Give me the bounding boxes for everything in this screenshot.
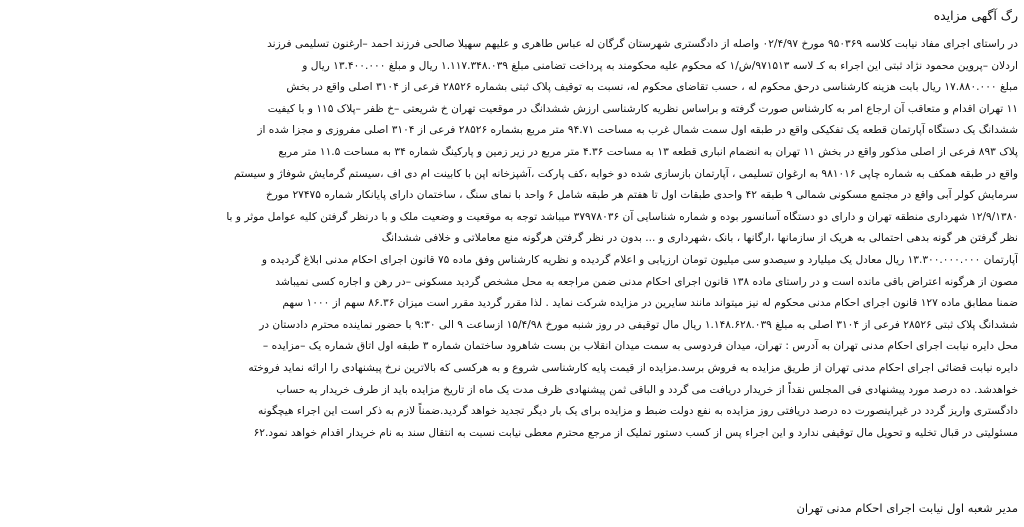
notice-line: ۱۱ تهران اقدام و متعاقب آن ارجاع امر به کارشناس صورت گرفته و براساس نظریه کارشناسی ارزش ششدانگ در موقعیت تهران خ شریعتی –خ ظفر –پلاک ۱۱۵ و با کیفیت <box>267 102 1018 115</box>
notice-line: ضمنا مطابق ماده ۱۲۷ قانون اجرای احکام مدنی محکوم له نیز میتواند مانند سایرین در مزایده شرکت نماید . لذا مقرر گردید مقرر است میزان ۸۶.۳۶ سهم از ۱۰۰۰ سهم <box>282 297 1018 310</box>
notice-line: اردلان –پروین محمود نژاد ثبتی این اجراء به کـ لاسه ۹۷۱۵۱۳/ش/۱ که محکوم علیه محکومند به پرداخت تضامنی مبلغ ۱.۱۱۷.۳۴۸.۰۳۹ ریال و مبلغ ۱۳.۴۰۰.۰۰۰ ریال و <box>302 59 1018 72</box>
notice-line: ششدانگ پلاک ثبتی ۲۸۵۲۶ فرعی از ۳۱۰۴ اصلی به مبلغ ۱.۱۴۸.۶۲۸.۰۳۹ ریال مال توقیفی در روز شنبه مورخ ۱۵/۴/۹۸ ازساعت ۹ الی ۹:۳۰ با حضور نماینده محترم دادستان در <box>259 318 1018 331</box>
notice-line: خواهدشد. ده درصد مورد پیشنهادی فی المجلس نقداً از خریدار دریافت می گردد و الباقی ثمن پیشنهادی ظرف مدت یک ماه از تاریخ مزایده باید از طرف خریدار به حساب <box>276 383 1018 396</box>
notice-body <box>6 34 1018 444</box>
notice-line: دادگستری واریز گردد در غیراینصورت ده درصد دریافتی روز مزایده به نفع دولت ضبط و مزایده برای یک بار دیگر تجدید خواهد گردید.ضمناً لازم به ذکر است این اجراء هیچگونه <box>257 405 1018 418</box>
notice-line: مبلغ ۱۷.۸۸۰.۰۰۰ ریال بابت هزینه کارشناسی درحق محکوم له ، حسب تقاضای محکوم له، نسبت به توقیف پلاک ثبتی بشماره ۲۸۵۲۶ فرعی از ۳۱۰۴ اصلی واقع در بخش <box>286 81 1018 94</box>
notice-line: دایره نیابت قضائی اجرای احکام مدنی تهران از طریق مزایده به فروش برسد.مزایده از قیمت پایه کارشناسی شروع و به هرکسی که بالاترین نرخ پیشنهادی را ارائه نماید فروخته <box>248 361 1018 374</box>
notice-line: در راستای اجرای مفاد نیابت کلاسه ۹۵۰۳۶۹ مورخ ۰۲/۴/۹۷ واصله از دادگستری شهرستان گرگان له عباس طاهری و علیهم سهیلا صالحی فرزند احمد –ارغنون تسلیمی فرزند <box>267 38 1018 50</box>
notice-line: نظر گرفتن هر گونه بدهی احتمالی به هریک از سازمانها ،ارگانها ، بانک ،شهرداری و ... بدون در نظر گرفتن هرگونه منع معاملاتی و خلافی ششدانگ <box>381 232 1018 245</box>
signature-line: مدیر شعبه اول نیابت اجرای احکام مدنی تهران <box>796 501 1018 515</box>
notice-line: واقع در طبقه همکف به شماره چاپی ۹۸۱۰۱۶ به ارغوان تسلیمی ، آپارتمان بازسازی شده دو خوابه ،کف پارکت ،آشپزخانه اپن با کابینت ام دی اف ،سیستم گرمایش شوفاژ و سیستم <box>234 167 1018 180</box>
notice-line: ششدانگ یک دستگاه آپارتمان قطعه یک تفکیکی واقع در طبقه اول سمت شمال غرب به مساحت ۹۴.۷۱ متر مربع بشماره ۲۸۵۲۶ فرعی از ۳۱۰۴ اصلی مفروزی و مجزا شده از <box>257 124 1018 137</box>
notice-title: رگ آگهی مزایده <box>933 8 1018 23</box>
notice-line: مسئولیتی در قبال تخلیه و تحویل مال توقیفی ندارد و این اجراء پس از کسب دستور تملیک از مرجع محترم معطی نیابت نسبت به انتقال سند به نام خریدار اقدام خواهد نمود.۶۲ <box>253 426 1018 439</box>
notice-line: ۱۲/۹/۱۳۸۰ شهرداری منطقه تهران و دارای دو دستگاه آسانسور بوده و شماره شناسایی آن ۳۷۹۷۸۰۳۶ میباشد توجه به موقعیت و وضعیت ملک و با درنظر گرفتن کلیه عوامل موثر و با <box>226 210 1018 223</box>
notice-line: محل دایره نیابت اجرای احکام مدنی تهران به آدرس : تهران، میدان فردوسی به سمت میدان انقلاب بن بست شاهرود ساختمان شماره ۳ طبقه اول اتاق شماره یک –مزایده – <box>262 340 1018 353</box>
notice-line: پلاک ۸۹۳ فرعی از اصلی مذکور واقع در بخش ۱۱ تهران به انضمام انباری قطعه ۱۳ به مساحت ۴.۳۶ متر مربع در زیر زمین و پارکینگ شماره ۳۴ به مساحت ۱۱.۵ متر مربع <box>278 145 1018 158</box>
notice-line: سرمایش کولر آبی واقع در مجتمع مسکونی شمالی ۹ طبقه ۴۲ واحدی طبقات اول تا هفتم هر طبقه شامل ۶ واحد با نمای سنگ ، ساختمان دارای پایانکار شماره ۲۷۴۷۵ مورخ <box>265 189 1018 202</box>
notice-line: مصون از هرگونه اعتراض باقی مانده است و در راستای ماده ۱۳۸ قانون اجرای احکام مدنی ضمن مراجعه به محل مشخص گردید مسکونی –در رهن و اجاره کسی نمیباشد <box>275 275 1018 288</box>
notice-line: آپارتمان ۱۳.۳۰۰.۰۰۰.۰۰۰ ریال معادل یک میلیارد و سیصدو سی میلیون تومان ارزیابی و اعلام گردیده و نظریه کارشناس وفق ماده ۷۵ قانون اجرای احکام مدنی ابلاغ گردیده و <box>261 253 1018 266</box>
